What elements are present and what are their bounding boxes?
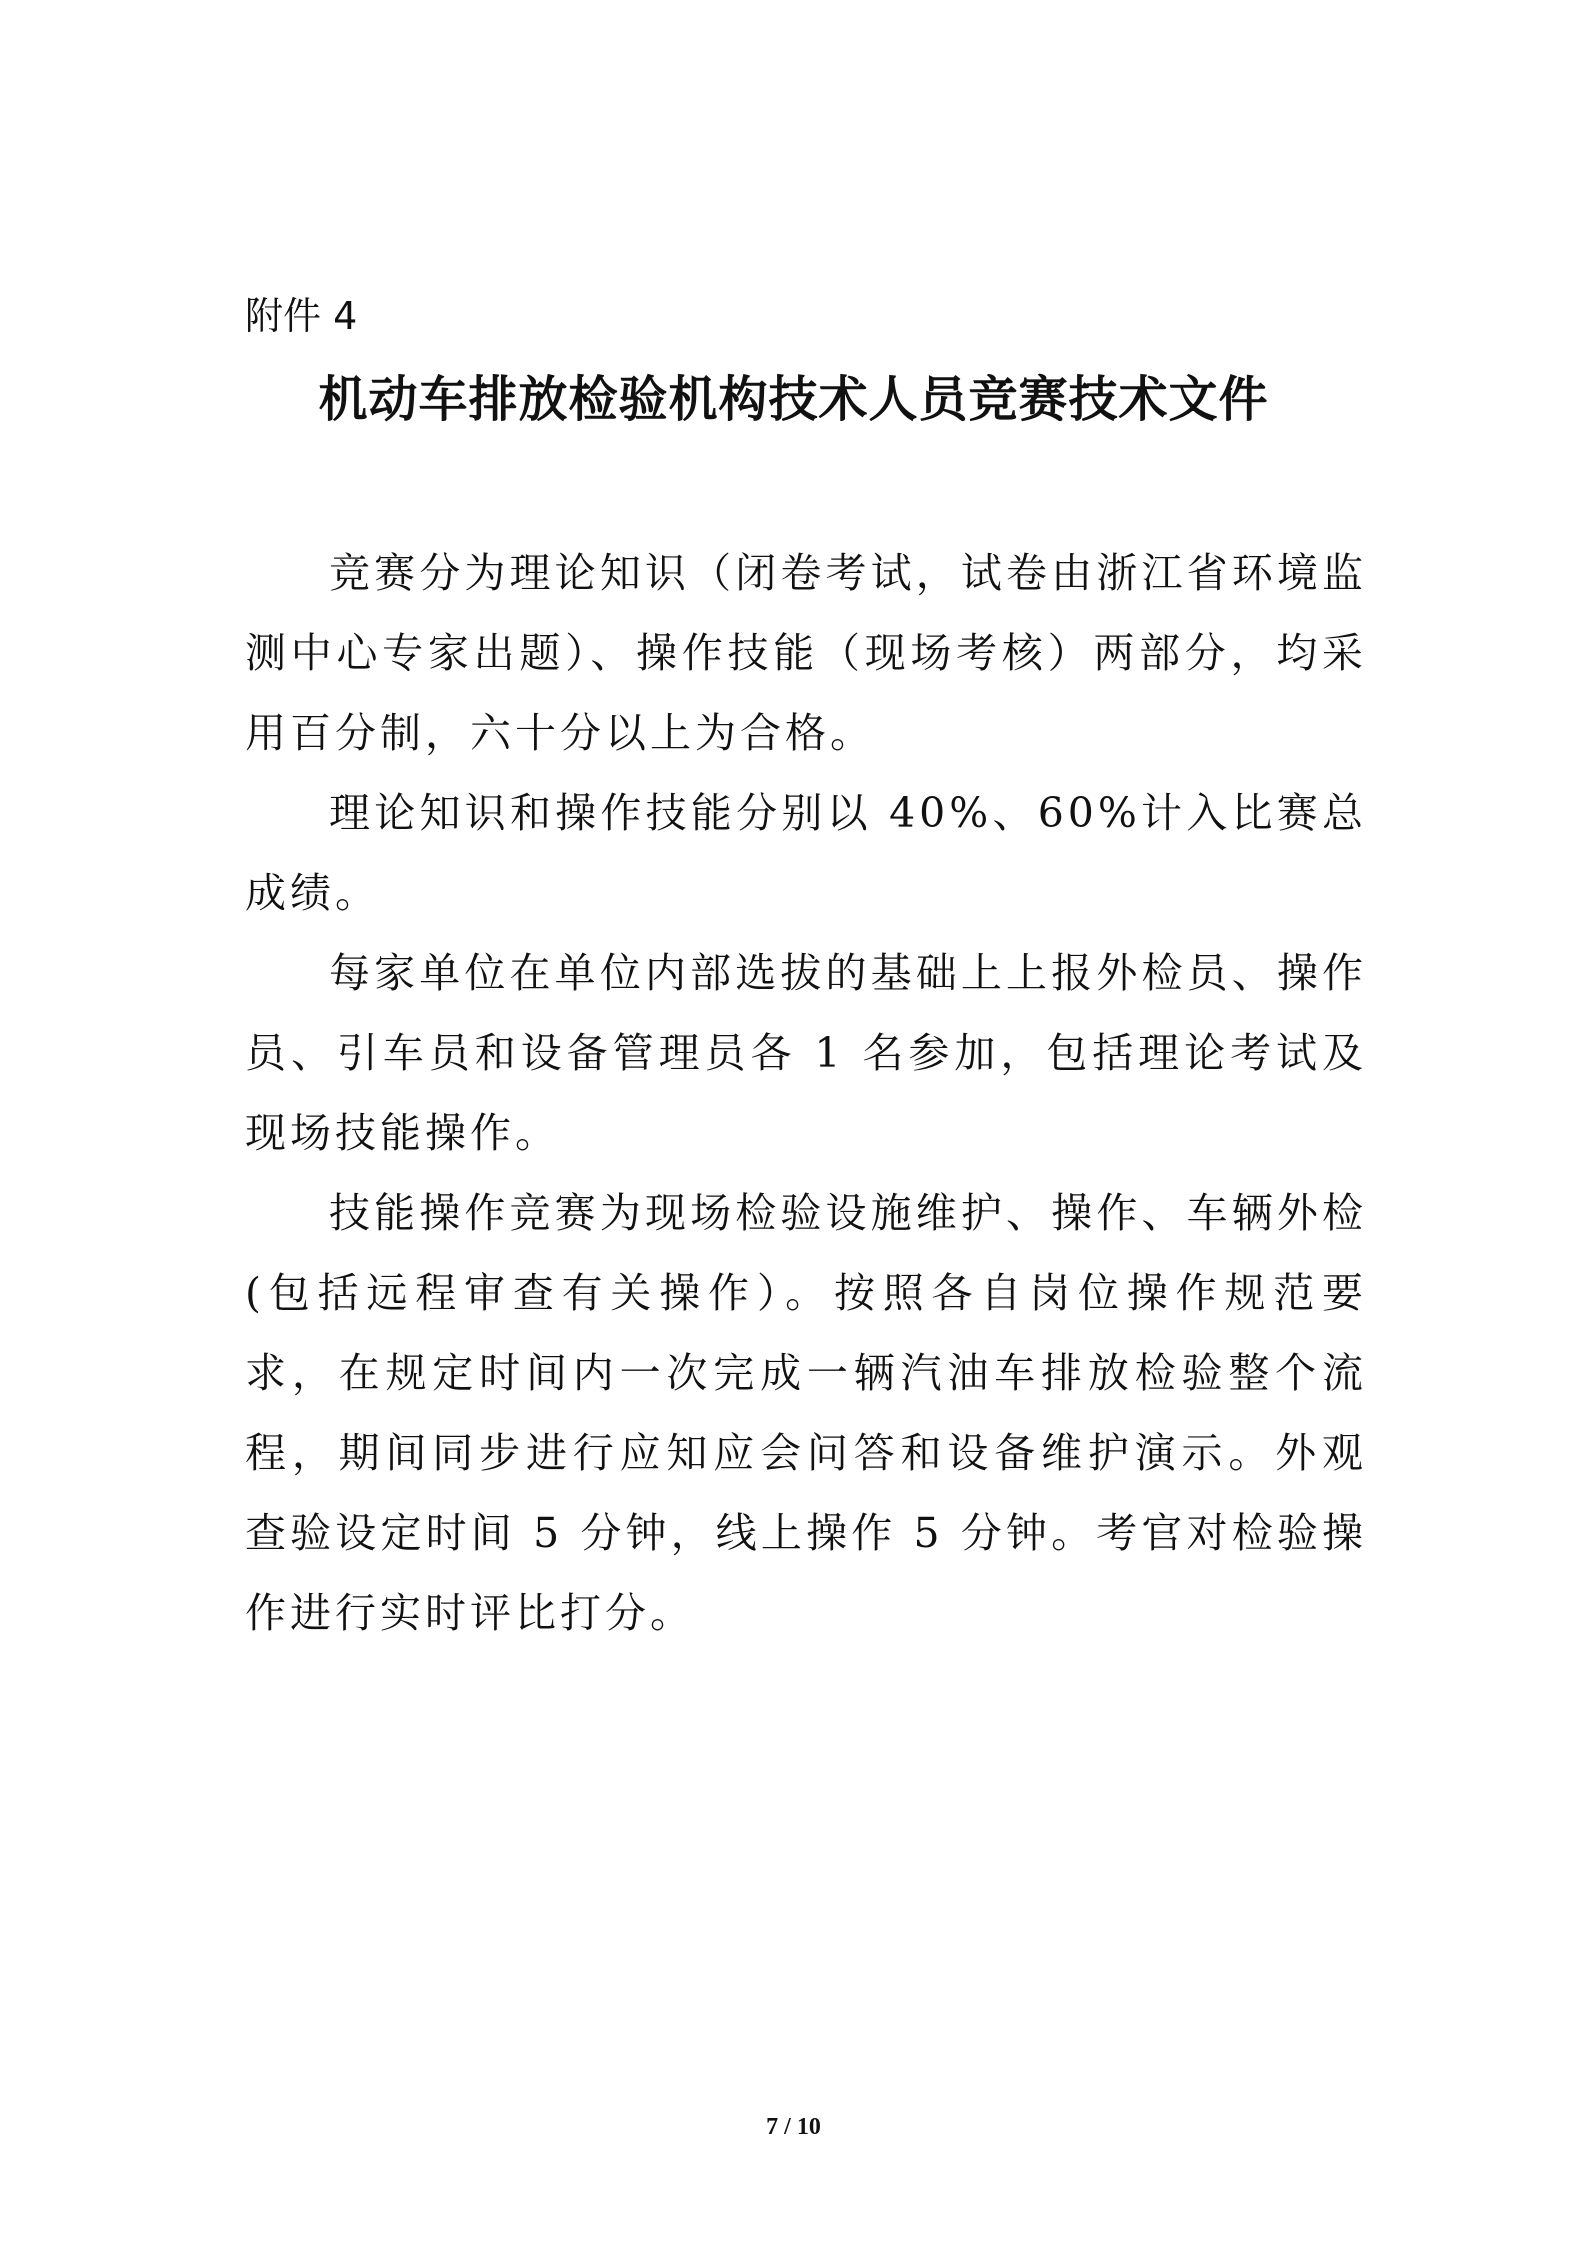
- page-number: 7 / 10: [766, 2114, 821, 2140]
- paragraph-score-weighting: 理论知识和操作技能分别以 40%、60%计入比赛总成绩。: [245, 789, 1367, 917]
- paragraph-competition-structure: 竞赛分为理论知识（闭卷考试，试卷由浙江省环境监测中心专家出题）、操作技能（现场考核）两部分，均采用百分制，六十分以上为合格。: [245, 549, 1367, 757]
- attachment-label: 附件 4: [245, 294, 358, 338]
- paragraph-participants: 每家单位在单位内部选拔的基础上上报外检员、操作员、引车员和设备管理员各 1 名参加，包括理论考试及现场技能操作。: [245, 949, 1367, 1157]
- document-body: [245, 533, 1367, 1653]
- paragraph-skill-operation: 技能操作竞赛为现场检验设施维护、操作、车辆外检(包括远程审查有关操作）。按照各自岗位操作规范要求，在规定时间内一次完成一辆汽油车排放检验整个流程，期间同步进行应知应会问答和设备维护演示。外观查验设定时间 5 分钟，线上操作 5 分钟。考官对检验操作进行实时评比打分。: [245, 1189, 1367, 1637]
- page-title: 机动车排放检验机构技术人员竞赛技术文件: [318, 371, 1269, 428]
